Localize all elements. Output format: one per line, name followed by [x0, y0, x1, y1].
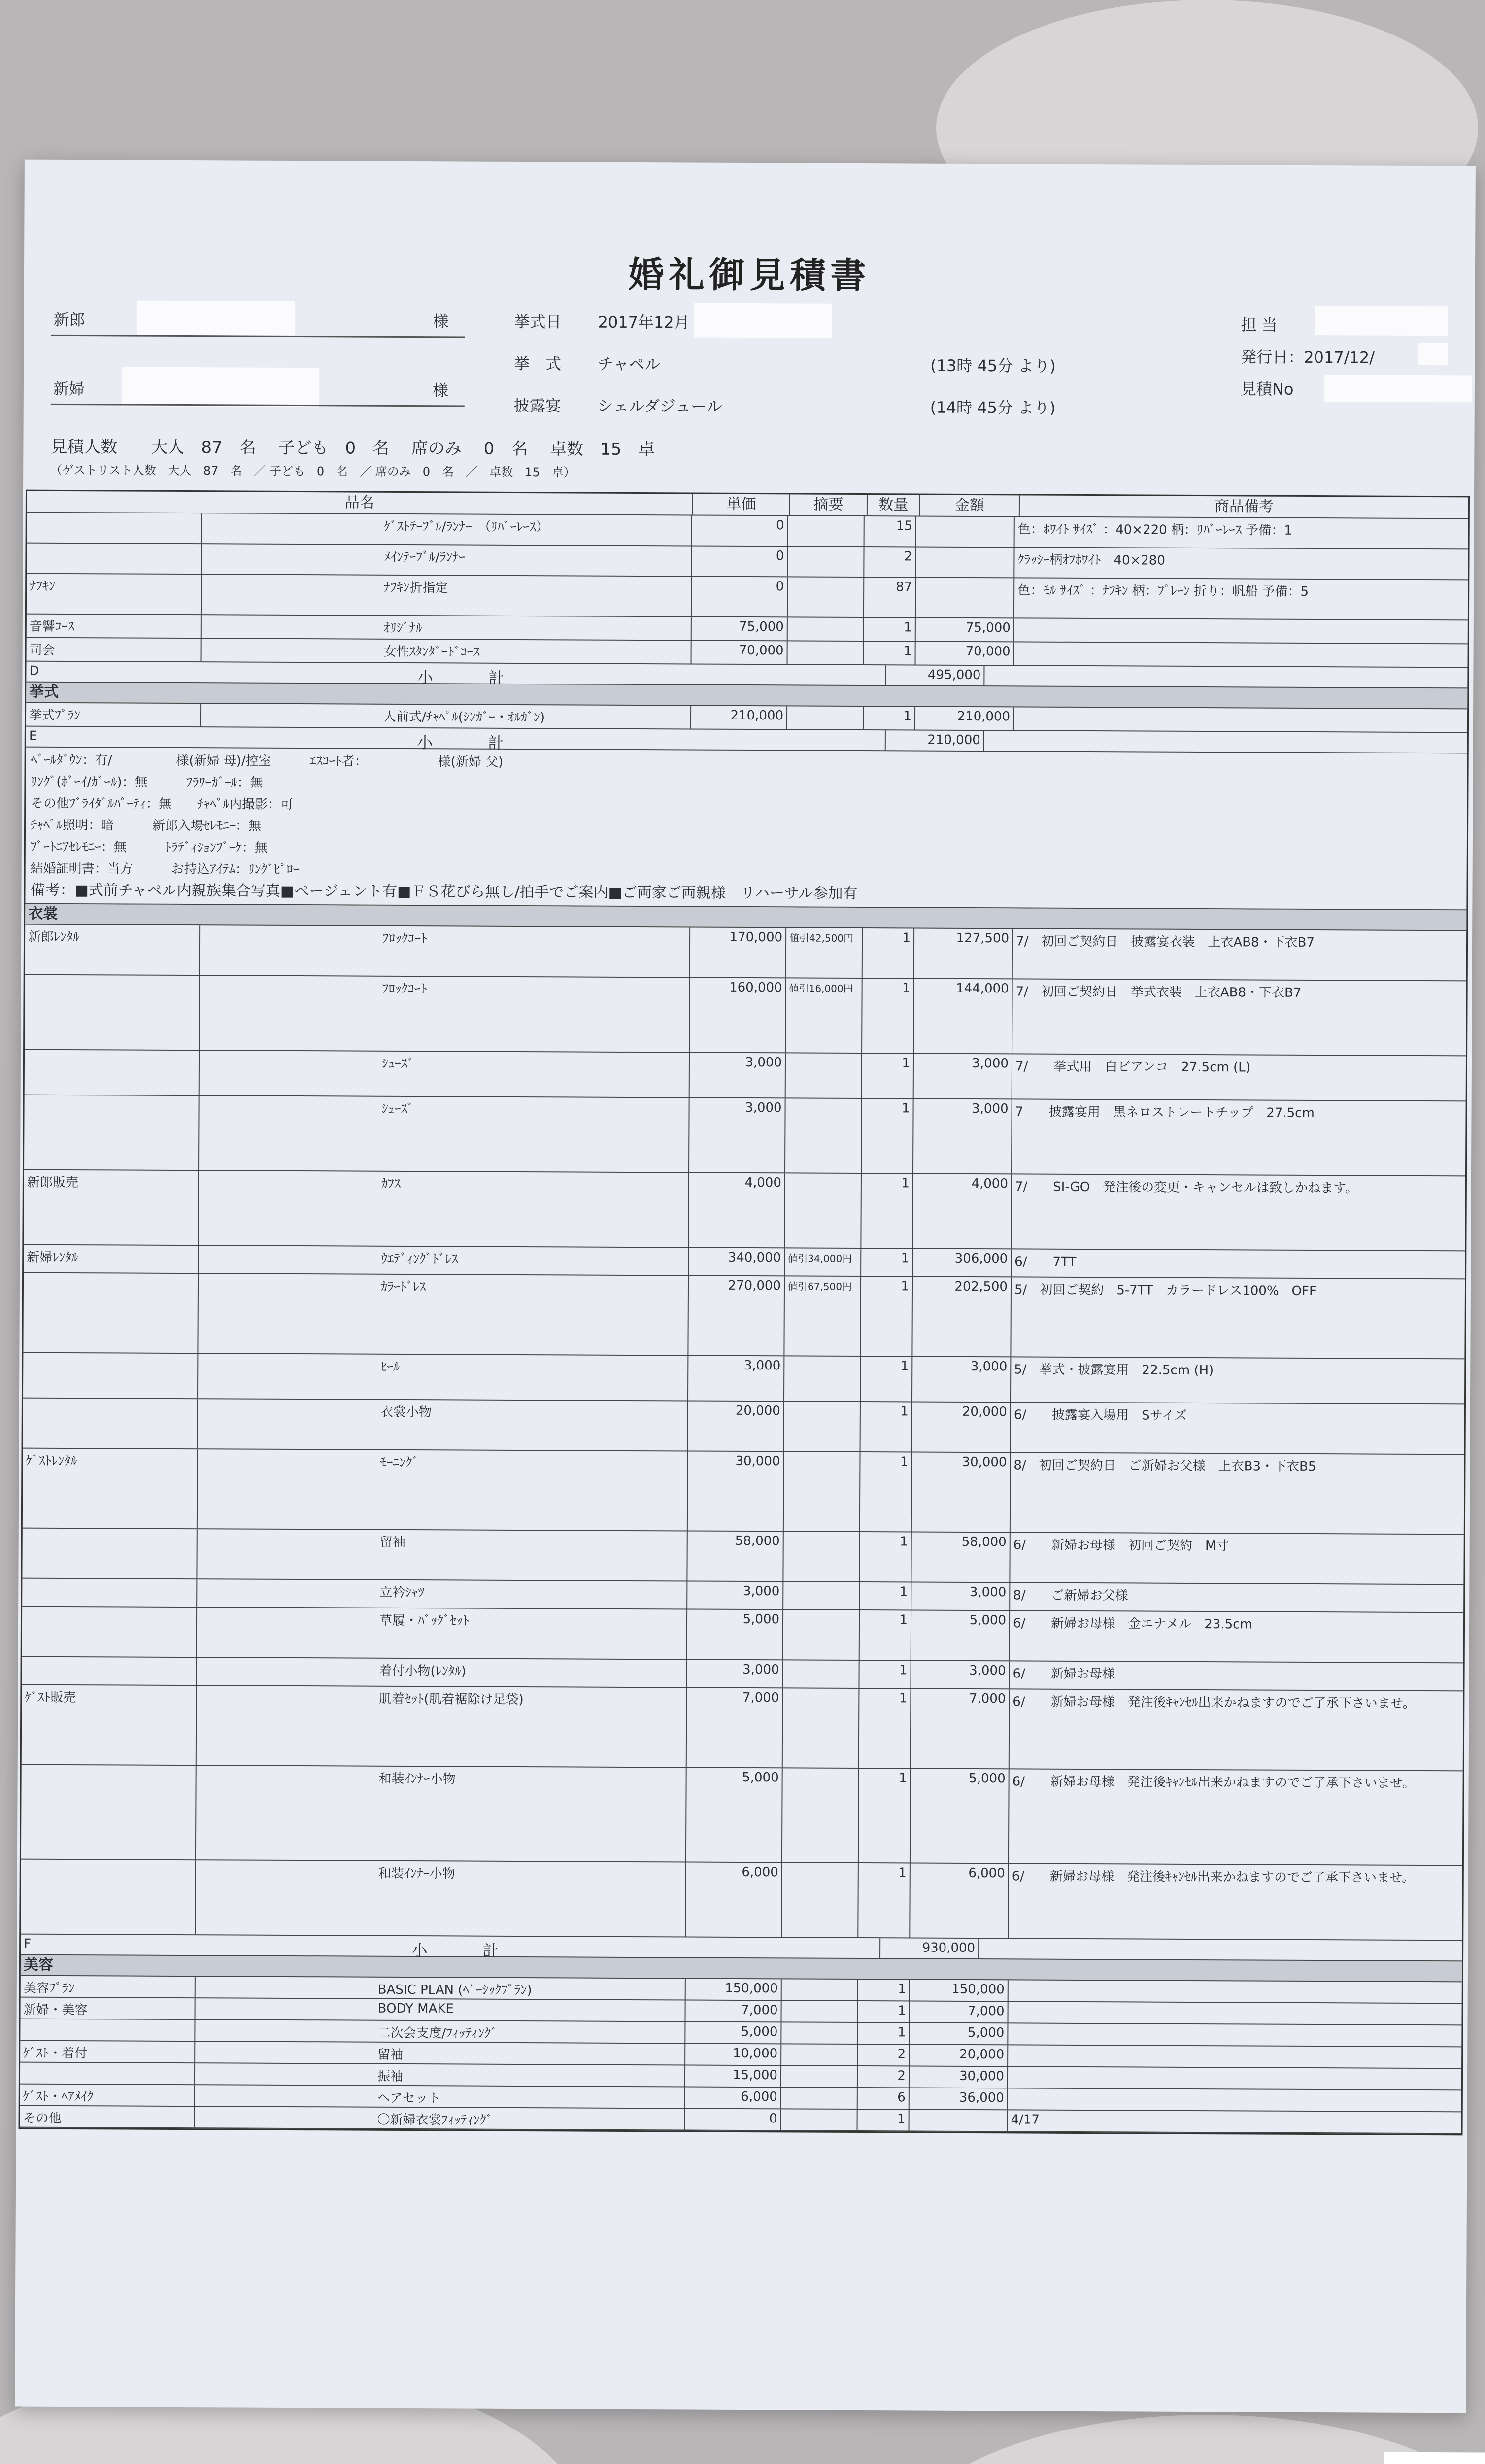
item-name: 人前式/ﾁｬﾍﾟﾙ(ｼﾝｶﾞｰ・ｵﾙｶﾞﾝ): [201, 704, 691, 728]
discount-memo: 値引16,000円: [786, 978, 863, 1053]
amount: 75,000: [916, 618, 1014, 641]
section-header: 挙式: [26, 683, 1467, 710]
item-note: 7 披露宴用 黒ネロストレートチップ 27.5cm: [1015, 1104, 1315, 1121]
section-header: 美容: [21, 1955, 1462, 1983]
amount: [916, 548, 1014, 578]
quantity: 1: [863, 928, 914, 978]
header-note: 商品備考: [1214, 498, 1274, 515]
item-note: 5/ 初回ご契約 5-7TT カラードレス100% OFF: [1014, 1282, 1317, 1299]
discount-memo: [781, 2066, 858, 2087]
redacted-issue-date: [1418, 343, 1448, 365]
item-name: ｹﾞｽﾄﾃｰﾌﾞﾙ/ﾗﾝﾅｰ （ﾘﾊﾞｰﾚｰｽ）: [202, 513, 692, 545]
row-category: [21, 1765, 197, 1860]
estimate-table: [19, 490, 1470, 2136]
reception-label: 披露宴: [513, 396, 561, 415]
row-category: [25, 1050, 200, 1095]
row-category: [23, 1273, 199, 1353]
item-name: ﾅﾌｷﾝ折指定: [202, 575, 692, 616]
subtotal-label: 小 計: [50, 1935, 880, 1958]
item-name: 和装ｲﾝﾅｰ小物: [196, 1860, 686, 1936]
redacted-footer: [1384, 2452, 1485, 2464]
discount-memo: [781, 2088, 858, 2109]
table-row: [22, 1607, 1463, 1664]
item-name: ﾌﾛｯｸｺｰﾄ: [200, 925, 690, 977]
quantity: 1: [860, 1610, 911, 1660]
redacted-name: [137, 301, 295, 336]
ceremony-notes: [25, 748, 1467, 911]
redacted-name: [122, 367, 319, 407]
discount-memo: [782, 1979, 858, 2000]
row-category: [22, 1607, 197, 1657]
amount: 30,000: [912, 1452, 1011, 1532]
row-category: ｹﾞｽﾄ・ﾍｱﾒｲｸ: [20, 2085, 195, 2106]
unit-price: 75,000: [692, 617, 788, 641]
quantity: 1: [862, 979, 914, 1053]
amount: [910, 2110, 1008, 2131]
subtotal-label: 小 計: [56, 662, 886, 685]
unit-price: 15,000: [685, 2065, 781, 2087]
item-name: ﾌﾛｯｸｺｰﾄ: [200, 976, 690, 1052]
bride-sama: 様: [432, 381, 449, 400]
unit-price: 6,000: [686, 1862, 782, 1937]
amount: 20,000: [910, 2045, 1008, 2066]
row-category: [22, 1657, 197, 1685]
quantity: 1: [859, 1689, 911, 1768]
redacted-staff: [1315, 306, 1448, 336]
table-row: [23, 1273, 1465, 1360]
row-category: 音響ｺｰｽ: [27, 615, 202, 638]
discount-memo: [781, 2022, 858, 2044]
discount-memo: 値引67,500円: [784, 1276, 861, 1356]
amount: 5,000: [911, 1769, 1010, 1863]
item-name: ｶﾌｽ: [199, 1171, 689, 1247]
discount-memo: [786, 1053, 862, 1098]
quantity: 1: [858, 2023, 910, 2044]
document-title: 婚礼御見積書: [628, 253, 871, 297]
amount: 6,000: [910, 1863, 1009, 1938]
unit-price: 4,000: [689, 1173, 785, 1248]
unit-price: 0: [692, 516, 788, 546]
item-note: 色：ﾓﾙ ｻｲｽﾞ ：ﾅﾌｷﾝ 柄：ﾌﾟﾚｰﾝ 折り：帆船 予備：5: [1017, 583, 1309, 599]
ceremony-remarks: 備考：■式前チャペル内親族集合写真■ページェント有■ＦＳ花びら無し/拍手でご案内■ご両家ご両親様 リハーサル参加有: [30, 881, 858, 902]
reception-value: シェルダジュール: [597, 396, 722, 416]
discount-memo: [788, 641, 864, 664]
row-category: 司会: [27, 638, 202, 662]
header-qty: 数量: [868, 495, 920, 515]
estimate-no-label: 見積No: [1240, 379, 1294, 399]
staff-label: 担 当: [1241, 315, 1278, 335]
amount: 3,000: [911, 1661, 1010, 1688]
amount: 58,000: [911, 1532, 1010, 1582]
unit-price: 30,000: [688, 1451, 784, 1531]
row-category: 挙式ﾌﾟﾗﾝ: [26, 703, 201, 727]
row-category: [27, 513, 202, 544]
table-row: [25, 1050, 1466, 1102]
row-category: 美容ﾌﾟﾗﾝ: [21, 1976, 196, 1998]
quantity: 1: [860, 1582, 911, 1609]
quantity: 1: [858, 2001, 910, 2022]
item-name: ｳｴﾃﾞｨﾝｸﾞﾄﾞﾚｽ: [199, 1246, 689, 1275]
item-name: 振袖: [195, 2063, 685, 2086]
item-name: 二次会支度/ﾌｨｯﾃｨﾝｸﾞ: [195, 2020, 685, 2043]
item-note: 6/ 7TT: [1014, 1254, 1077, 1269]
quantity: 2: [864, 547, 916, 577]
subtotal-letter: D: [29, 663, 39, 679]
unit-price: 10,000: [685, 2044, 781, 2065]
unit-price: 6,000: [685, 2087, 781, 2108]
item-note: [1008, 2088, 1461, 2111]
discount-memo: [782, 1768, 859, 1862]
unit-price: 340,000: [689, 1248, 785, 1276]
item-note: [1014, 642, 1468, 667]
item-note: 8/ ご新婦お父様: [1013, 1588, 1128, 1604]
item-note: 色：ﾎﾜｲﾄ ｻｲｽﾞ ：40×220 柄：ﾘﾊﾞｰﾚｰｽ 予備：1: [1017, 522, 1292, 538]
amount: 70,000: [916, 642, 1014, 665]
table-row: [23, 1353, 1464, 1405]
item-note: 6/ 披露宴入場用 Sサイズ: [1013, 1407, 1187, 1423]
ceremony-note-line: ﾍﾞｰﾙﾀﾞｳﾝ：有/ 様(新婦 母)/控室 ｴｽｺｰﾄ者： 様(新婦 父): [31, 753, 504, 770]
item-note: [1008, 2023, 1461, 2046]
unit-price: 3,000: [690, 1053, 786, 1098]
amount: 3,000: [911, 1582, 1010, 1610]
item-note: 6/ 新婦お母様 発注後ｷｬﾝｾﾙ出来かねますのでご了承下さいませ。: [1012, 1774, 1416, 1791]
item-note: 8/ 初回ご契約日 ご新婦お父様 上衣B3・下衣B5: [1013, 1458, 1316, 1474]
quantity: 2: [858, 2066, 910, 2087]
amount: 3,000: [912, 1357, 1011, 1402]
item-name: 肌着ｾｯﾄ(肌着裾除け足袋): [197, 1686, 687, 1767]
item-name: BASIC PLAN (ﾍﾞｰｼｯｸﾌﾟﾗﾝ): [196, 1977, 686, 1999]
item-note: [1014, 707, 1467, 732]
discount-memo: 値引42,500円: [786, 928, 863, 978]
quantity: 1: [859, 1769, 911, 1862]
quantity: 1: [864, 642, 916, 664]
item-name: 女性ｽﾀﾝﾀﾞｰﾄﾞｺｰｽ: [202, 639, 692, 663]
quantity: 1: [864, 618, 916, 641]
unit-price: 5,000: [685, 2022, 781, 2043]
unit-price: 3,000: [687, 1660, 783, 1687]
table-row: [21, 1860, 1462, 1941]
ceremony-value: チャペル: [598, 354, 661, 374]
quantity: 1: [864, 707, 915, 729]
row-category: [23, 1353, 198, 1399]
item-note: [1009, 1980, 1462, 2003]
item-note: [1008, 2002, 1461, 2024]
item-name: 和装ｲﾝﾅｰ小物: [196, 1766, 687, 1861]
unit-price: 0: [692, 577, 788, 617]
unit-price: 150,000: [686, 1979, 782, 2000]
quantity: 1: [862, 1099, 914, 1173]
amount: 30,000: [910, 2066, 1008, 2088]
unit-price: 5,000: [687, 1609, 783, 1659]
quantity: 1: [860, 1452, 912, 1531]
discount-memo: [788, 617, 864, 641]
quantity: 15: [865, 516, 916, 546]
amount: 20,000: [912, 1402, 1011, 1452]
discount-memo: [783, 1582, 860, 1609]
estimate-document: [15, 160, 1476, 2413]
row-category: [24, 1095, 200, 1170]
item-name: ﾒｲﾝﾃｰﾌﾞﾙ/ﾗﾝﾅｰ: [202, 544, 692, 576]
row-category: 新婦・美容: [21, 1998, 196, 2019]
header-item: 品名: [27, 491, 693, 515]
reception-time: (14時 45分 より): [930, 398, 1056, 417]
amount: 3,000: [913, 1099, 1012, 1173]
unit-price: 5,000: [686, 1768, 783, 1862]
unit-price: 0: [692, 547, 788, 577]
row-category: 新郎ﾚﾝﾀﾙ: [25, 925, 200, 975]
row-category: 新婦ﾚﾝﾀﾙ: [24, 1245, 199, 1273]
discount-memo: [783, 1610, 860, 1660]
amount: 5,000: [910, 2023, 1008, 2044]
amount: 127,500: [914, 928, 1013, 978]
quantity: 6: [858, 2088, 910, 2109]
quantity: 1: [861, 1357, 912, 1401]
quantity: 1: [860, 1532, 911, 1581]
unit-price: 270,000: [688, 1276, 785, 1356]
ceremony-note-line: ﾌﾞｰﾄﾆｱｾﾚﾓﾆｰ：無 ﾄﾗﾃﾞｨｼｮﾝﾌﾞｰｹ：無: [30, 839, 268, 856]
item-note: [1014, 618, 1468, 643]
row-category: [23, 1399, 198, 1449]
quantity: 1: [858, 1863, 911, 1937]
discount-memo: [787, 706, 864, 729]
table-row: [27, 574, 1468, 621]
row-category: ｹﾞｽﾄ販売: [22, 1685, 197, 1765]
table-row: [22, 1685, 1463, 1772]
header-amount: 金額: [920, 495, 1020, 516]
redacted-date: [694, 303, 832, 338]
item-note: 7/ 初回ご契約日 挙式衣装 上衣AB8・下衣B7: [1015, 984, 1302, 1000]
item-name: 留袖: [195, 2042, 685, 2064]
item-note: 4/17: [1011, 2112, 1040, 2127]
discount-memo: [783, 1660, 859, 1688]
amount: [916, 517, 1015, 547]
table-row: [23, 1449, 1464, 1535]
amount: 3,000: [914, 1054, 1012, 1098]
table-row: [25, 925, 1466, 982]
groom-sama: 様: [433, 312, 449, 331]
ceremony-note-line: ﾁｬﾍﾟﾙ照明：暗 新郎入場ｾﾚﾓﾆｰ：無: [31, 818, 262, 834]
item-note: 6/ 新婦お母様 発注後ｷｬﾝｾﾙ出来かねますのでご了承下さいませ。: [1012, 1694, 1416, 1711]
amount: 202,500: [912, 1277, 1012, 1356]
row-category: [21, 1860, 196, 1935]
section-header: 衣裳: [25, 904, 1466, 931]
row-category: [20, 2063, 195, 2085]
quantity: 1: [861, 1402, 912, 1451]
row-category: ｹﾞｽﾄﾚﾝﾀﾙ: [23, 1449, 198, 1529]
unit-price: 3,000: [689, 1098, 786, 1173]
subtotal-amount: 495,000: [886, 665, 984, 685]
header-memo: 摘要: [790, 494, 868, 515]
subtotal-label: 小 計: [56, 727, 886, 750]
unit-price: 3,000: [687, 1581, 783, 1609]
ceremony-time: (13時 45分 より): [930, 356, 1056, 376]
amount: [916, 578, 1014, 617]
subtotal-amount: 930,000: [880, 1938, 979, 1958]
item-name: ﾓｰﾆﾝｸﾞ: [198, 1449, 688, 1530]
item-note: 7/ 初回ご契約日 披露宴衣装 上衣AB8・下衣B7: [1015, 934, 1315, 951]
table-row: [25, 975, 1466, 1057]
amount: 210,000: [915, 707, 1014, 730]
item-note: 6/ 新婦お母様 初回ご契約 M寸: [1013, 1538, 1229, 1554]
table-row: [23, 1399, 1464, 1455]
row-category: [20, 2019, 195, 2041]
unit-price: 70,000: [692, 641, 788, 664]
unit-price: 160,000: [690, 978, 786, 1053]
quantity: 87: [864, 578, 916, 617]
amount: 5,000: [911, 1610, 1010, 1660]
item-name: 着付小物(ﾚﾝﾀﾙ): [197, 1658, 687, 1687]
quantity: 1: [861, 1174, 913, 1248]
item-name: ｵﾘｼﾞﾅﾙ: [202, 615, 692, 640]
discount-memo: [784, 1452, 861, 1531]
quantity: 1: [862, 1054, 914, 1098]
amount: 7,000: [910, 2001, 1008, 2022]
unit-price: 210,000: [691, 706, 787, 729]
discount-memo: [784, 1356, 861, 1401]
unit-price: 170,000: [690, 928, 786, 978]
row-category: その他: [20, 2106, 195, 2128]
item-note: [1008, 2067, 1461, 2089]
ceremony-date: 2017年12月: [598, 312, 690, 332]
discount-memo: [783, 1688, 860, 1768]
ceremony-note-line: 結婚証明書：当方 お持込ｱｲﾃﾑ：ﾘﾝｸﾞﾋﾟﾛｰ: [30, 861, 300, 878]
discount-memo: [785, 1173, 862, 1248]
issue-date-label: 発行日：2017/12/: [1241, 347, 1375, 367]
row-category: [27, 544, 202, 574]
quantity: 1: [861, 1277, 913, 1356]
discount-memo: [785, 1098, 862, 1173]
unit-price: 58,000: [687, 1531, 783, 1581]
item-note: 7/ 挙式用 白ビアンコ 27.5cm (L): [1015, 1059, 1250, 1075]
redacted-estimate-no: [1324, 375, 1472, 402]
discount-memo: [781, 2109, 858, 2130]
row-category: [22, 1579, 197, 1607]
groom-label: 新郎: [53, 310, 85, 330]
item-note: 6/ 新婦お母様: [1012, 1666, 1115, 1682]
amount: 150,000: [910, 1980, 1009, 2001]
unit-price: 0: [685, 2109, 781, 2130]
unit-price: 7,000: [685, 2000, 781, 2021]
item-name: ﾋｰﾙ: [198, 1354, 688, 1400]
item-note: 6/ 新婦お母様 金エナメル 23.5cm: [1012, 1616, 1252, 1632]
quantity: 1: [859, 1661, 911, 1688]
ceremony-label: 挙 式: [514, 354, 562, 374]
divider: [51, 335, 465, 338]
amount: 144,000: [914, 979, 1013, 1053]
item-name: 立衿ｼｬﾂ: [197, 1579, 687, 1608]
item-name: 衣裳小物: [198, 1399, 688, 1450]
discount-memo: [784, 1402, 861, 1451]
amount: 36,000: [910, 2088, 1008, 2109]
row-category: [22, 1529, 197, 1579]
subtotal-letter: E: [29, 728, 37, 744]
unit-price: 3,000: [688, 1356, 784, 1401]
row-category: ｹﾞｽﾄ・着付: [20, 2041, 195, 2063]
table-row: [24, 1095, 1466, 1177]
item-note: ｸﾗｯｼｰ柄ｵﾌﾎﾜｲﾄ 40×280: [1017, 552, 1165, 568]
subtotal-amount: 210,000: [886, 730, 984, 751]
discount-memo: [788, 547, 864, 577]
item-note: 5/ 挙式・披露宴用 22.5cm (H): [1014, 1362, 1214, 1378]
unit-price: 20,000: [688, 1401, 784, 1451]
ceremony-note-line: その他ﾌﾞﾗｲﾀﾞﾙﾊﾟｰﾃｨ：無 ﾁｬﾍﾟﾙ内撮影：可: [31, 796, 294, 812]
item-name: 草履・ﾊﾞｯｸﾞｾｯﾄ: [197, 1608, 687, 1659]
discount-memo: [781, 2044, 858, 2065]
discount-memo: [788, 577, 864, 617]
quantity: 1: [861, 1249, 913, 1276]
item-name: 留袖: [197, 1529, 687, 1580]
subtotal-letter: F: [24, 1936, 32, 1951]
amount: 4,000: [913, 1174, 1012, 1248]
item-name: BODY MAKE: [196, 1998, 686, 2021]
ceremony-date-label: 挙式日: [514, 312, 562, 332]
row-category: 新郎販売: [24, 1170, 199, 1245]
ceremony-note-line: ﾘﾝｸﾞ(ﾎﾞｰｲ/ｶﾞｰﾙ)：無 ﾌﾗﾜｰｶﾞｰﾙ：無: [31, 774, 263, 790]
guest-list-count: （ゲストリスト人数 大人 87 名 ／ 子ども 0 名 ／ 席のみ 0 名 ／ 卓数 15 卓）: [50, 463, 575, 479]
quantity: 1: [858, 2110, 910, 2130]
discount-memo: [788, 516, 865, 546]
item-name: ヘアセット: [195, 2085, 685, 2108]
header-price: 単価: [693, 494, 790, 515]
row-category: ﾅﾌｷﾝ: [27, 574, 202, 615]
table-row: [24, 1170, 1465, 1252]
row-category: [25, 975, 200, 1050]
item-note: [1008, 2045, 1461, 2068]
unit-price: 7,000: [687, 1688, 783, 1767]
item-name: ｼｭｰｽﾞ: [200, 1051, 690, 1097]
quantity: 1: [858, 1980, 910, 2000]
item-note: 7/ SI-GO 発注後の変更・キャンセルは致しかねます。: [1014, 1179, 1358, 1196]
item-name: 〇新婦衣裳ﾌｨｯﾃｨﾝｸﾞ: [195, 2107, 685, 2129]
amount: 306,000: [913, 1249, 1012, 1276]
discount-memo: [781, 2001, 858, 2022]
item-note: 6/ 新婦お母様 発注後ｷｬﾝｾﾙ出来かねますのでご了承下さいませ。: [1012, 1869, 1415, 1885]
amount: 7,000: [911, 1689, 1010, 1768]
discount-memo: [783, 1532, 860, 1581]
quantity: 2: [858, 2045, 910, 2065]
discount-memo: 値引34,000円: [785, 1248, 861, 1276]
item-name: ｶﾗｰﾄﾞﾚｽ: [198, 1274, 689, 1355]
bride-label: 新婦: [53, 379, 85, 399]
discount-memo: [782, 1863, 859, 1937]
headcount: 見積人数 大人 87 名 子ども 0 名 席のみ 0 名 卓数 15 卓: [50, 437, 655, 460]
table-row: [22, 1529, 1463, 1585]
table-row: [21, 1765, 1463, 1866]
item-name: ｼｭｰｽﾞ: [199, 1096, 690, 1172]
